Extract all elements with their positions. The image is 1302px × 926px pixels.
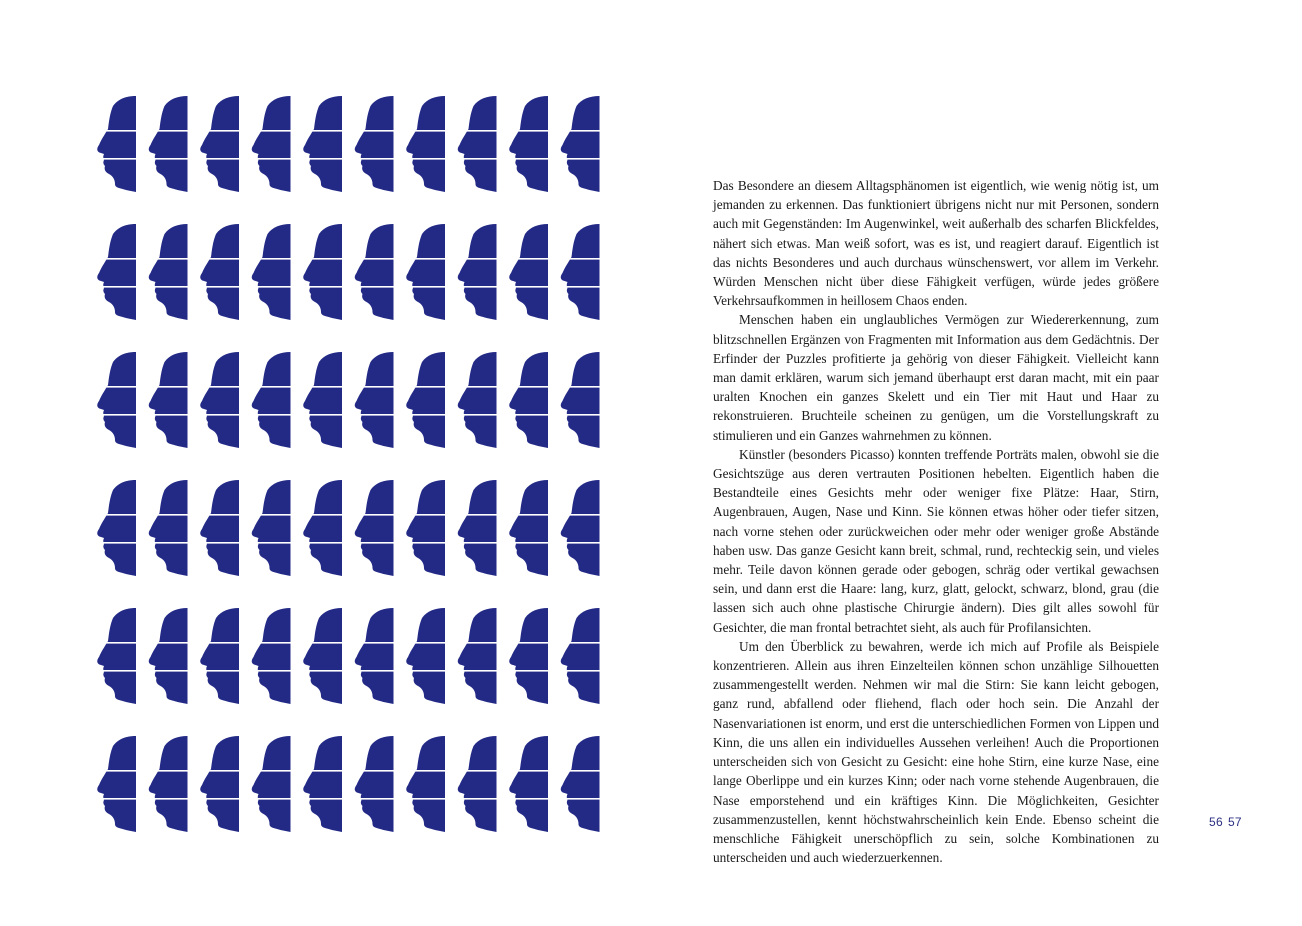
profile-silhouette-icon (148, 736, 190, 832)
silhouette-split-line (302, 158, 344, 160)
silhouette-split-line (96, 514, 138, 516)
silhouette-split-line (199, 414, 241, 416)
silhouette-split-line (354, 542, 396, 544)
silhouette-split-line (96, 798, 138, 800)
profile-silhouette-icon (199, 480, 241, 576)
silhouette-split-line (199, 542, 241, 544)
profile-silhouette-icon (508, 736, 550, 832)
silhouette-split-line (354, 798, 396, 800)
profile-silhouette-icon (457, 736, 499, 832)
silhouette-split-line (96, 258, 138, 260)
silhouette-split-line (457, 514, 499, 516)
silhouette-split-line (508, 158, 550, 160)
silhouette-split-line (199, 770, 241, 772)
profile-silhouette-icon (508, 96, 550, 192)
silhouette-split-line (199, 670, 241, 672)
silhouette-split-line (457, 286, 499, 288)
profile-silhouette-icon (148, 352, 190, 448)
silhouette-split-line (199, 386, 241, 388)
silhouette-split-line (199, 642, 241, 644)
profile-silhouette-icon (251, 736, 293, 832)
silhouette-split-line (96, 286, 138, 288)
profile-silhouette-icon (405, 352, 447, 448)
profile-silhouette-icon (148, 608, 190, 704)
silhouette-split-line (148, 286, 190, 288)
paragraph-2: Menschen haben ein unglaubliches Vermögen zur Wiedererkennung, zum blitzschnellen Ergänzen von Fragmenten mit Information aus dem Gedächtnis. Der Erfinder der Puzzles profitierte ja gehörig von dieser Fähigkeit. Vielleicht kann man damit erklären, warum sich jemand überhaupt erst daran macht, mit ein paar uralten Knochen ein ganzes Skelett und ein Tier mit Haut und Haar zu rekonstruieren. Bruchteile scheinen zu genügen, um die Vorstellungskraft zu stimulieren und ein Ganzes wahrnehmen zu können. (713, 312, 1159, 443)
profile-silhouette-icon (457, 480, 499, 576)
profile-silhouette-icon (405, 480, 447, 576)
profile-silhouette-icon (354, 224, 396, 320)
silhouette-split-line (96, 642, 138, 644)
silhouette-split-line (508, 386, 550, 388)
profile-silhouette-icon (354, 96, 396, 192)
silhouette-split-line (405, 286, 447, 288)
silhouette-split-line (302, 130, 344, 132)
silhouette-split-line (457, 542, 499, 544)
silhouette-split-line (302, 386, 344, 388)
silhouette-split-line (148, 158, 190, 160)
silhouette-split-line (354, 770, 396, 772)
silhouette-split-line (302, 514, 344, 516)
silhouette-split-line (251, 130, 293, 132)
silhouette-split-line (405, 798, 447, 800)
silhouette-split-line (302, 798, 344, 800)
silhouette-split-line (508, 130, 550, 132)
silhouette-split-line (405, 386, 447, 388)
profile-silhouette-icon (199, 96, 241, 192)
profile-silhouette-icon (405, 736, 447, 832)
profile-silhouette-icon (302, 96, 344, 192)
silhouette-split-line (251, 670, 293, 672)
silhouette-split-line (457, 158, 499, 160)
profile-silhouette-icon (96, 352, 138, 448)
silhouette-split-line (148, 542, 190, 544)
silhouette-split-line (251, 514, 293, 516)
profile-silhouette-icon (96, 480, 138, 576)
profile-silhouette-icon (508, 608, 550, 704)
silhouette-split-line (405, 542, 447, 544)
page-numbers (1209, 815, 1242, 829)
silhouette-split-line (354, 158, 396, 160)
silhouette-split-line (148, 770, 190, 772)
silhouette-split-line (96, 386, 138, 388)
profile-silhouette-icon (457, 608, 499, 704)
profile-silhouette-icon (560, 224, 602, 320)
silhouette-split-line (405, 258, 447, 260)
silhouette-split-line (251, 158, 293, 160)
silhouette-split-line (251, 642, 293, 644)
silhouette-split-line (560, 798, 602, 800)
silhouette-split-line (354, 258, 396, 260)
profile-silhouette-icon (96, 608, 138, 704)
silhouette-split-line (457, 130, 499, 132)
profile-silhouette-icon (251, 480, 293, 576)
silhouette-split-line (508, 770, 550, 772)
profile-silhouette-icon (96, 96, 138, 192)
profile-silhouette-icon (148, 480, 190, 576)
silhouette-split-line (508, 414, 550, 416)
profile-silhouette-icon (457, 352, 499, 448)
profile-silhouette-icon (354, 352, 396, 448)
silhouette-split-line (199, 258, 241, 260)
silhouette-split-line (560, 258, 602, 260)
silhouette-split-line (251, 414, 293, 416)
silhouette-split-line (148, 642, 190, 644)
silhouette-split-line (148, 798, 190, 800)
silhouette-split-line (405, 642, 447, 644)
right-page (651, 0, 1302, 926)
profile-silhouette-icon (457, 224, 499, 320)
profile-silhouette-icon (302, 608, 344, 704)
silhouette-split-line (405, 770, 447, 772)
profile-silhouette-icon (199, 352, 241, 448)
profile-silhouette-icon (302, 480, 344, 576)
profile-silhouette-icon (302, 736, 344, 832)
profile-silhouette-icon (354, 608, 396, 704)
silhouette-split-line (148, 258, 190, 260)
profile-silhouette-icon (560, 96, 602, 192)
silhouette-split-line (251, 542, 293, 544)
silhouette-split-line (302, 258, 344, 260)
silhouette-split-line (199, 798, 241, 800)
silhouette-split-line (405, 514, 447, 516)
silhouette-split-line (96, 158, 138, 160)
profile-silhouette-icon (560, 352, 602, 448)
silhouette-split-line (508, 642, 550, 644)
silhouette-split-line (148, 130, 190, 132)
profile-silhouette-icon (96, 224, 138, 320)
profile-silhouette-icon (354, 736, 396, 832)
silhouette-split-line (457, 258, 499, 260)
silhouette-split-line (508, 286, 550, 288)
profile-silhouette-icon (508, 224, 550, 320)
profile-silhouette-icon (508, 352, 550, 448)
silhouette-split-line (354, 514, 396, 516)
silhouette-split-line (148, 670, 190, 672)
silhouette-split-line (302, 542, 344, 544)
silhouette-split-line (508, 514, 550, 516)
silhouette-split-line (508, 542, 550, 544)
silhouette-split-line (96, 770, 138, 772)
silhouette-split-line (354, 642, 396, 644)
profile-silhouette-icon (199, 608, 241, 704)
silhouette-split-line (96, 414, 138, 416)
silhouette-split-line (251, 798, 293, 800)
page-number-left: 56 (1209, 815, 1223, 829)
silhouette-split-line (302, 770, 344, 772)
silhouette-split-line (560, 670, 602, 672)
silhouette-split-line (457, 386, 499, 388)
profile-silhouette-icon (302, 224, 344, 320)
silhouette-split-line (457, 670, 499, 672)
silhouette-split-line (251, 286, 293, 288)
silhouette-split-line (302, 414, 344, 416)
silhouette-split-line (405, 130, 447, 132)
paragraph-3: Künstler (besonders Picasso) konnten treffende Porträts malen, obwohl sie die Gesichtszüge aus deren vertrauten Positionen hebelten. Eigentlich haben die Bestandteile eines Gesichts mehr oder weniger fixe Plätze: Haar, Stirn, Augenbrauen, Augen, Nase und Kinn. Sie können etwas höher oder tiefer sitzen, nach vorne stehen oder zurückweichen oder mehr oder weniger große Abstände haben usw. Das ganze Gesicht kann breit, schmal, rund, rechteckig sein, und vieles mehr. Teile davon können gerade oder gebogen, schräg oder vertikal gewachsen sein, und dann erst die Haare: lang, kurz, glatt, gelockt, schwarz, blond, grau (die lassen sich auch ohne plastische Chirurgie ändern). Dies gilt alles sowohl für Gesichter, die man frontal betrachtet sieht, als auch für Profilansichten. (713, 446, 1159, 635)
profile-silhouette-icon (405, 608, 447, 704)
profile-silhouette-icon (199, 736, 241, 832)
profile-silhouette-icon (251, 608, 293, 704)
silhouette-split-line (302, 286, 344, 288)
paragraph-4: Um den Überblick zu bewahren, werde ich mich auf Profile als Beispiele konzentrieren. Allein aus ihren Einzelteilen können schon unzählige Silhouetten zusammengestellt werden. Nehmen wir mal die Stirn: Sie kann leicht gebogen, ganz rund, abfallend oder fliehend, flach oder hoch sein. Die Anzahl der Nasenvariationen ist enorm, und erst die unterschiedlichen Formen von Lippen und Kinn, die uns allen ein individuelles Aussehen verleihen! Auch die Proportionen unterscheiden sich von Gesicht zu Gesicht: eine hohe Stirn, eine kurze Nase, eine lange Oberlippe und ein kurzes Kinn; oder nach vorne stehende Augenbrauen, die Nase emporstehend und ein kräftiges Kinn. Die Möglichkeiten, Gesichter zusammenzustellen, kennt höchstwahrscheinlich kein Ende. Ebenso scheint die menschliche Fähigkeit unerschöpflich zu sein, solche Kombinationen zu unterscheiden und auch wiederzuerkennen. (713, 638, 1159, 866)
silhouette-split-line (560, 514, 602, 516)
silhouette-split-line (354, 130, 396, 132)
profile-silhouette-icon (560, 608, 602, 704)
silhouette-split-line (302, 642, 344, 644)
profile-silhouette-icon (560, 736, 602, 832)
silhouette-split-line (457, 798, 499, 800)
silhouette-split-line (302, 670, 344, 672)
silhouette-split-line (405, 158, 447, 160)
silhouette-split-line (354, 286, 396, 288)
paragraph-1: Das Besondere an diesem Alltagsphänomen ist eigentlich, wie wenig nötig ist, um jemanden zu erkennen. Das funktioniert übrigens nicht nur mit Personen, sondern auch mit Gegenständen: Im Augenwinkel, weit außerhalb des scharfen Blickfeldes, nähert sich etwas. Man weiß sofort, was es ist, und reagiert darauf. Eigentlich ist das nichts Besonderes und auch durchaus wünschenswert, vor allem im Verkehr. Würden Menschen nicht über diese Fähigkeit verfügen, würde jedes größere Verkehrsaufkommen in heillosem Chaos enden. (713, 178, 1159, 309)
silhouette-split-line (560, 386, 602, 388)
silhouette-split-line (354, 670, 396, 672)
silhouette-split-line (560, 542, 602, 544)
silhouette-split-line (96, 130, 138, 132)
silhouette-split-line (354, 386, 396, 388)
profile-silhouette-icon (199, 224, 241, 320)
profile-silhouette-icon (148, 96, 190, 192)
silhouette-split-line (148, 514, 190, 516)
profile-silhouette-icon (96, 736, 138, 832)
profile-silhouette-icon (302, 352, 344, 448)
silhouette-split-line (508, 258, 550, 260)
silhouette-split-line (405, 414, 447, 416)
silhouette-split-line (405, 670, 447, 672)
silhouette-split-line (560, 414, 602, 416)
silhouette-split-line (560, 158, 602, 160)
body-text (713, 176, 1159, 867)
silhouette-split-line (199, 130, 241, 132)
silhouette-split-line (96, 542, 138, 544)
profile-silhouette-icon (354, 480, 396, 576)
profile-silhouette-icon (148, 224, 190, 320)
silhouette-split-line (560, 770, 602, 772)
profile-silhouette-icon (251, 96, 293, 192)
silhouette-split-line (148, 414, 190, 416)
silhouette-split-line (457, 414, 499, 416)
silhouette-split-line (251, 258, 293, 260)
silhouette-split-line (96, 670, 138, 672)
silhouette-split-line (508, 798, 550, 800)
silhouette-split-line (199, 158, 241, 160)
profile-silhouette-icon (508, 480, 550, 576)
silhouette-split-line (560, 642, 602, 644)
page-number-right: 57 (1227, 815, 1242, 829)
silhouette-split-line (251, 386, 293, 388)
silhouette-split-line (560, 286, 602, 288)
silhouette-split-line (457, 642, 499, 644)
silhouette-split-line (148, 386, 190, 388)
silhouette-split-line (560, 130, 602, 132)
profile-silhouette-icon (560, 480, 602, 576)
silhouette-split-line (457, 770, 499, 772)
profile-silhouette-icon (405, 224, 447, 320)
profile-silhouette-icon (457, 96, 499, 192)
silhouette-split-line (199, 514, 241, 516)
profile-silhouette-icon (251, 352, 293, 448)
silhouette-split-line (508, 670, 550, 672)
silhouette-split-line (354, 414, 396, 416)
silhouette-split-line (251, 770, 293, 772)
profile-silhouette-icon (251, 224, 293, 320)
silhouette-split-line (199, 286, 241, 288)
profile-silhouette-icon (405, 96, 447, 192)
profile-silhouette-grid (96, 96, 608, 832)
